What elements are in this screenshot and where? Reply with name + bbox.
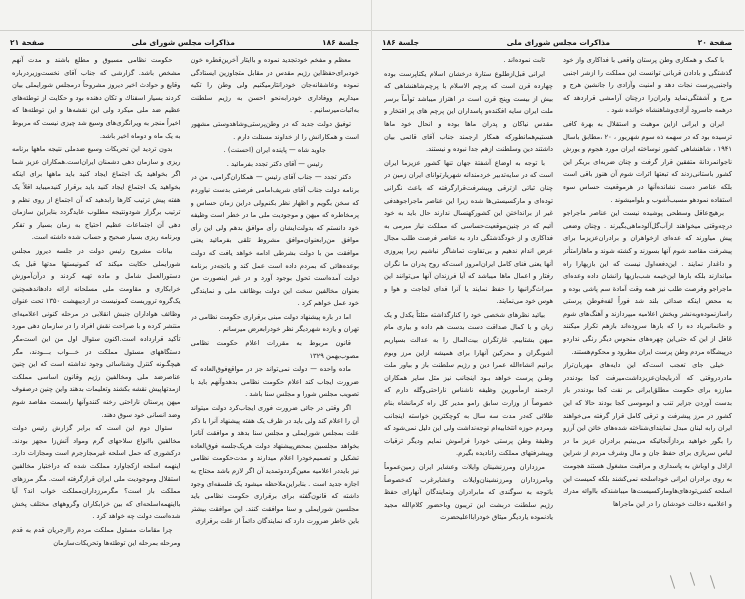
right-page	[372, 0, 744, 599]
session-label: جلسة ۱۸۶	[382, 38, 420, 47]
paragraph: ثابت نموده‌اند .	[503, 56, 545, 64]
scan-edge-line	[372, 30, 744, 31]
paragraph: ایرانی قبل‌ازطلوع ستارة درخشان اسلام یکتاپرست بوده چهارده قرن است که پرچم الاسلام با پرچم‌شاهنشاهی که بیش از بیست وپنج قرن است در اهتزاز میباشد توأماً برسر ملت ایران سایه افکنده‌و پاسداران این پرچم های پر افتخار و مقدس نیاکان و پدران ماها بوده و انحال خود ماها هستیم‌همانطورکه همکار ارجمند جناب آقای قائمی بیان داشتند دین وسلطنت ازهم جدا نبوده و نیستند.	[384, 69, 553, 154]
publication-title: مذاکرات مجلس شورای ملی	[506, 38, 610, 47]
paragraph: اما در باره پیشنهاد دولت مبنی برقراری حکومت نظامی در تهران و یازده شهردیگر نظر خودرابعرض میرسانم .	[190, 312, 359, 334]
paragraph: معظم و مفخم خودتجدید نموده و باایثار آخرین‌قطره خون خودبرای‌حفظ‌این رژیم مقدس در مقابل متجاوزین ایستادگی نموده وعاشقانه‌جان خودرانثارمیکنیم ولی وطن را تکیه میداریم ووفاداری خودرابه‌نحو احسن به رژیم سلطنت به‌اثبات‌میرسانیم .	[190, 56, 359, 115]
text-column-left	[12, 54, 181, 559]
paragraph: حکومت نظامی مسبوق و مطلع باشند و مدت آنهم مشخص باشد. گزارشی که جناب آقای نخست‌وزیردرباره وقایع و حوادث اخیر دیروز مشروحاً درمجلس شورایملی بیان کردند بسیار اسفناك و تکان دهنده بود و حکایت از توطئه‌های عظیم ضد ملی میکرد ولی این نقشه‌ها و این توطئه‌ها که اخیراً منجر به ویرانگری‌های وسیع شد چیزی نیست که مربوط به یک ماه و دوماه اخیر باشد.	[12, 56, 181, 140]
paragraph: با کمک و همکاری وطن پرستان واقعی با فداکاری واز خود گذشتگی و بادادن قربانی توانست این مملکت را ازشر اجنبی واجنبی‌پرست نجات دهد و امنیت وآزادی را جانشین هرج و مرج و آشفتگی‌نماید وایران‌را درچنان آرامشی قراردهد که درهمه جاسرود آزادی‌وشاهنشاه خوانده شود .	[563, 56, 732, 115]
paragraph: توفیق دولت جدید که در وطن‌پرستی‌وشاهدوستی مشهور است و همکارانش را از خداوند مسئلت دارم .	[190, 119, 359, 141]
paragraph: خیلی جای تعجب است‌که این دایه‌های مهربان‌تراز مادردروقتی که آذربایجان‌عزیزداشت‌میرفت کجا بودنددر مبارزه برای حکومت مطلق‌ایرانی بر نفت کجا بودنددر باز بدست آوردن جزایر تنب و ابوموسی کجا بودند حالا که این کشور در مرز پیشرفت و ترقی کامل قرار گرفته می‌خواهند ایران رابه لبنان مبدل نمایندای‌شناخته شده‌های خائن این آرزو را بگور خواهید بردازآنجائیکه می‌بینیم برادران عزیز ما در لباس سربازی برای حفظ جان و مال وشرف مردم از شراین اراذل و اوباش به پاسداری و مراقبت مشغول هستند هجومت به روی برادران ایرانی خوداسلحه نمی‌کشند بلکه کمیست این اسلحه کشی‌تودهای‌هاومارکسیست‌ها میباشندکه بااوائه مدرك و اعلامیه دخالت خودشان را در این ماجراها	[563, 361, 732, 508]
paragraph-article: ماده واحده — دولت نمی‌تواند جز در مواقع‌فوق‌العاده که ضرورت ایجاب کند اعلام حکومت نظامی بدهدوآنهم باید با تصویب مجلس شورا و مجلس سنا باشد .	[190, 365, 359, 399]
publication-title: مذاکرات مجلس شورای ملی	[131, 38, 235, 47]
paragraph: ایران و ایرانی ازاین موهبت و استقلال به بهرة کافی ترسیده بود که در سهمه ذه سوم شهریور ، ۲۰ ،مطابق باسال ۱۹۴۱ ، شاهنشاهی کشور نوساخته ایران مورد هجوم و یورش ناجوانمردانة متفقین قرار گرفت و چنان ضربه‌ای بریکر این کشور باستانی‌زدند که تبعتها اثرات شوم آن هنوز باقی است بلکه عناصر دست نشانده‌آنها در هرموقعیت حساس سوء استفاده نمودهو مسبب‌آشوب و بلوامیشوند .	[563, 119, 732, 204]
paragraph: چرا مقامات مسئول مملکت مردم راازجریان قدم به قدم ومرحله بمرحله این توطئه‌ها وتحریکات‌سازمان	[12, 525, 181, 547]
left-page-header	[10, 35, 359, 47]
left-page-columns	[12, 54, 359, 559]
scan-artifact	[670, 575, 675, 589]
paragraph: اگر وقتی در جائی ضرورت فوری ایجاب‌کرد دولت میتواند آن را اعلام کند ولی باید در ظرف یک هفته پیشنهاد آنرا با ذکر علت بمجلس شورایملی و مجلس سنا بدهد و موافقت آنانرا بخواهد مجلسین بمحض‌پیشنهاد دولت هریک‌جلسه فوق‌العاده تشکیل و تصمیم‌خودرا اعلام میدارند و مدت‌حکومت نظامی نیز بایددر اعلامیه معین‌گرددوتمدید آن اگر لازم باشد محتاج به اجازه جدید است . بنابراین‌ملاحظه میشود یک فلسفه‌ای وجود داشته که قانون‌گفته برای برقراری حکومت نظامی باید مجلسین شورایملی و سنا موافقت کنند. این موافقت بیشتر باین خاطر ضرورت دارد که نمایندگان دائماً از علت برقراری	[190, 404, 359, 526]
paragraph: با توجه به اوضاع آشفتة جهان تنها کشور عزیزما ایران است که در سایه‌تدبیر خردمندانه شهریارتوانای ایران زمین در چنان ثباتی ازترقی وپیشرفت‌قرارگرفته که باعث نگرانی توده‌ای و مارکسیستی‌ها شده زیرا این عناصر ماجراجوهدفی غیر از برانداختن این کشورکهنسال ندارند حال باید به خود آئیم که در چنین‌موقعیت‌حساسی که مملکت نیاز مبرمی به فداکاری و از خودگذشتگی دارد به عناصر فرصت طلب مجال عرض اندام ندهیم و بی‌تفاوت تماشاگر نباشیم زیرا پیروزی آنها یعنی فنای کامل ایران‌امروز است‌که روح پدران ما نگران رفتار و اعمال ماها میباشد که آیا فرزندان آنها می‌توانند این میراث‌گرانبها را حفظ نمایند یا آنرا فدای لجاجت و هوا و هوس خود می‌نمایند.	[384, 158, 553, 306]
paragraph: بدون تردید این تحریکات وسیع ضدملی نتیجه ماهها برنامه ریزی و سازمان دهی دشمنان ایران‌است.همکاران عزیز شما اگر بخواهید یک اجتماع ایجاد کنید باید ماهها برای اینکه بخواهید یک اجتماع ایجاد کنید باید برقرار کنیدمیباید اقلاً یک هفته پیش ترتیب کارها رابدهید که آن اجتماع از روی نظم و ترتیب برگزار شودونتیجه مطلوب عایدگردد بنابراین سازمان دهی آن اجتماعات عظیم احتیاج به زمان بسیار و تفکر وبرنامه ریزی بسیار صحیح و حساب شده داشته است.	[12, 145, 181, 242]
session-label: جلسة ۱۸۶	[322, 38, 359, 47]
text-column-left	[384, 54, 553, 559]
paragraph-slogan: جاوید شاه — پاینده ایران (احسنت) .	[223, 146, 326, 155]
scan-artifact	[710, 575, 715, 589]
paragraph-speech: دکتر تجدد — جناب آقای رئیس — همکاران‌گرامی، من در برنامه دولت جناب آقای شریف‌امامی فرصتی بدست نیاوردم که سخن بگویم و اظهار نظر بکنم‌ولی دراین زمان حساس و پرمخاطره که میهن و موجودیت ملی ما در خطر است وظیفه خود دانستم که بدولت‌ایشان رأی موافق بدهم ولی این رأی موافق من‌رابعنوان‌موافق مشروط تلقی بفرمائید یعنی موافقت من با دولت بشرطی ادامه خواهد یافت که دولت بوعده‌هائی که بمردم داده است عمل کند و باتجه‌در برنامه دولت آمده‌است تحول بوجود آورد و در غیر اینصورت من بعنوان مخالفین سخت این دولت بوظائف ملی و نمایندگی خود عمل خواهم کرد .	[190, 173, 359, 308]
scan-artifact	[690, 572, 695, 586]
paragraph-chair: رئیس — آقای دکتر تجدد بفرمائید .	[226, 159, 323, 168]
page-number: صفحة ۲۱	[10, 38, 45, 47]
left-page	[0, 0, 372, 599]
scan-edge-line	[0, 30, 371, 31]
header-rule	[382, 49, 732, 50]
paragraph: بیانات مشروح رئیس دولت در جلسه دیروز مجلس شورایملی حکایت میکند که کمونیستها مدتها قبل یک دستورالعمل شامل و ماده تهیه کردند و درآن‌آموزش خرابکاری و مقاومت ملی مسلحانه ارائه دادهاندهمچنین یک‌گروه تروریست کمونیست در اردیبهشت ۱۳۵۰ تحت عنوان وظائف هواداران جنبش انقلابی در مرحله کنونی اعلامیه‌ای منتشر کرده و با صراحت نقش افراد را در سازمان دهی مورد تأکید قرارداده است.اکنون سئوال اول من این است‌مگر دستگاههای مسئول مملکت در خـــواب بـــودند، مگر هیچگـونه کنترل وشناسائی وجود نداشته است که این چنین عناصرضد ملی ومخالفین رژیم وقانون اساسی مملکت ازمدتهاپیش نقشه بکشند وتعلیمات بدهند واین چنین درصفوف میهن پرستان ناراحتی رخنه کنندوآنها رابسمت مقاصد شوم وضد انسانی خود سوق دهند.	[12, 246, 181, 419]
text-column-right	[191, 54, 360, 559]
paragraph: بیائید نظرهای شخصی خود را کنارگذاشته مثلثاً یکدل و یک زبان و با کمال صداقت دست بدست هم داده و بیاری مام میهن بشتابیم. غارتگران بیت‌المال را به عدالت بسپاریم آشوبگران و محرکین آنهارا برای همیشه ازاین مرز وبوم برانیم انشاءالله عمرا دین و رژیم سلطنت باز و بیاور ملت وطـن پرست خواهد بـود اینجانب نیز مثل سایر همکاران ارجمند ازمأمورین وظیفه ناشناس ناراحتی‌وگله دارم که خصوصاً از وزارت سابق رامو مدیر کل راه کرمانشاه بنام طلائی که‌در مدت سه سال به کوچکترین خواسته اینجانب ومردم حوزه انتخابیه‌ام توجه‌نداشت ولی این دلیل نمی‌شود که وظیفة وطن پرستی خودرا فراموش نمایم ودیگر ترقیات وپیشرفتهای مملکت رانادیده بگیرم.	[384, 310, 553, 458]
right-page-columns	[384, 54, 732, 559]
header-rule	[10, 49, 359, 50]
paragraph: سئوال دوم این است که برابر گزارش رئیس دولت مخالفین باانواع سلاحهای گرم ومواد آتش‌زا مجهز بودند. درکشوری که حمل اسلحه غیرمجازجرم است ومجازات دارد. اینهمه اسلحه ازکجاوارد مملکت شده که دراختیار مخالفین استقلال وموجودیت ملی ایران قرارگرفته است. مگر مرزهای مملکت باز است؟ مگرمرزداران‌مملکت خواب اند؟ آیا بااینهمه‌اسلحه‌ای که بین خرابکاران وگروههای مختلف پخش شده‌است دولت چه خواهد کرد .	[12, 424, 181, 521]
page-number: صفحة ۲۰	[697, 38, 732, 47]
right-page-header	[382, 35, 732, 47]
text-column-right	[563, 54, 732, 559]
paragraph-law-title: قانون مربوط به مقررات اعلام حکومت نظامی مصوب‌بهمن ۱۳۲۹	[190, 339, 359, 360]
paragraph: برهیچ‌عاقل وسطحی پوشیده نیست این عناصر ماجراجو درچه‌وقتی میخواهند ازآب‌گل‌آلودماهی‌بگیرند . وچنان وضعی پیش میاورند که عده‌ای ازخواهران و برادران‌عزیزما برای پیشرفت مقاصد شوم آنها بسوزند و کشته شوند و ماهارامتأثر و داغدار نمایند . این‌دفعه‌اول نیست که این بازیهارا راه میاندازند بلکه بارها این‌خیمه شب‌بازیها رانشان داده وعده‌ای ماجراجو وفرصت طلب نیز همه وقت آمادة سم پاشی بوده و به محض اینکه صدائی بلند شد فوراً لفه‌فوطن پرستی راسازنموده‌وبه‌نشر وبخش اعلامیه میپردازند و آهنگ‌های شوم و خانمانبرباد ده را که بارها سروده‌اند بازهم تکرار میکنند غافل از این که حتی‌این چهره‌های منحوس دیگر رنگی ندارد‌و درپیشگاه مردم وطن پرست ایران مطرود و محکوم‌هستند.	[563, 209, 732, 356]
paragraph: مرزداران ومرزنشینان وایلات وعشایر ایران زمین‌عموماً وبامرزداران ومرزنشینان‌وایلات وعشایرغرب که‌خصوصاً باتوجه به سوگندی که مابرادران ونمایندگان آنهارای حفظ رژیم سلطنت دربشت این تریبون وباحضور کلام‌الله مجید یادنموده یاردیگر میثاق خودرابااعلیحضرت	[384, 463, 553, 522]
